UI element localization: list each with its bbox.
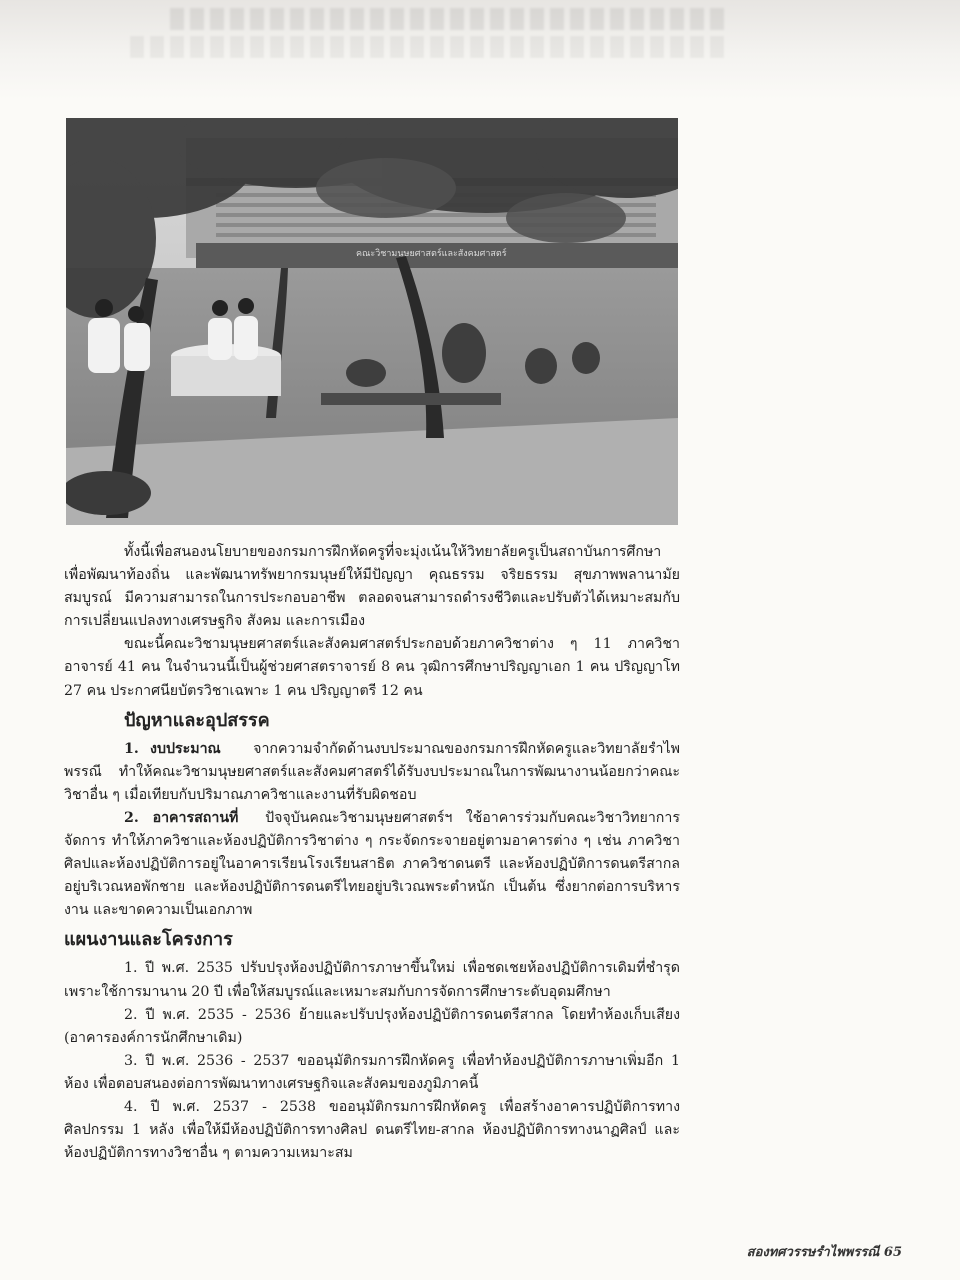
- plan-item: 1. ปี พ.ศ. 2535 ปรับปรุงห้องปฏิบัติการภาษาขึ้นใหม่ เพื่อชดเชยห้องปฏิบัติการเดิมที่ชำรุดเพราะใช้การมานาน 20 ปี เพื่อให้สมบูรณ์และเหมาะสมกับการจัดการศึกษาระดับอุดมศึกษา: [64, 960, 680, 1000]
- campus-photo: [66, 118, 678, 525]
- problem-item-text: ปัจจุบันคณะวิชามนุษยศาสตร์ฯ ใช้อาคารร่วมกับคณะวิชาวิทยาการจัดการ ทำให้ภาควิชาและห้องปฏิบัติการวิชาต่าง ๆ กระจัดกระจายอยู่ตามอาคารต่าง ๆ เช่น ภาควิชาศิลปและห้องปฏิบัติการอยู่ในอาคารเรียนโรงเรียนสาธิต ภาควิชาดนตรี และห้องปฏิบัติการดนตรีสากลอยู่บริเวณหอพักชาย และห้องปฏิบัติการดนตรีไทยอยู่บริเวณพระตำหนัก เป็นต้น ซึ่งยากต่อการบริหารงาน และขาดความเป็นเอกภาพ: [64, 809, 680, 919]
- page-footer: สองทศวรรษรำไพพรรณี 65: [746, 1245, 902, 1260]
- article-body: [64, 541, 680, 1165]
- problem-item-buildings: [64, 807, 680, 922]
- problem-item-text: จากความจำกัดด้านงบประมาณของกรมการฝึกหัดครูและวิทยาลัยรำไพพรรณี ทำให้คณะวิชามนุษยศาสตร์และสังคมศาสตร์ได้รับงบประมาณในการพัฒนางานน้อยกว่าคณะวิชาอื่น ๆ เมื่อเทียบกับปริมาณภาควิชาและงานที่รับผิดชอบ: [64, 740, 681, 803]
- paragraph-faculty-summary: ขณะนี้คณะวิชามนุษยศาสตร์และสังคมศาสตร์ประกอบด้วยภาควิชาต่าง ๆ 11 ภาควิชา อาจารย์ 41 คน ในจำนวนนี้เป็นผู้ช่วยศาสตราจารย์ 8 คน วุฒิการศึกษาปริญญาเอก 1 คน ปริญญาโท 27 คน ประกาศนียบัตรวิชาเฉพาะ 1 คน ปริญญาตรี 12 คน: [64, 636, 680, 699]
- plan-item: 2. ปี พ.ศ. 2535 - 2536 ย้ายและปรับปรุงห้องปฏิบัติการดนตรีสากล โดยทำห้องเก็บเสียง (อาคารองค์การนักศึกษาเดิม): [64, 1006, 680, 1046]
- plan-item: 4. ปี พ.ศ. 2537 - 2538 ขออนุมัติกรมการฝึกหัดครู เพื่อสร้างอาคารปฏิบัติการทางศิลปกรรม 1 หลัง เพื่อให้มีห้องปฏิบัติการทางศิลป ดนตรีไทย-สากล ห้องปฏิบัติการทางนาฏศิลป์ และห้องปฏิบัติการทางวิชาอื่น ๆ ตามความเหมาะสม: [64, 1098, 680, 1162]
- problem-item-budget: [64, 738, 680, 807]
- paragraph-intro: ทั้งนี้เพื่อสนองนโยบายของกรมการฝึกหัดครูที่จะมุ่งเน้นให้วิทยาลัยครูเป็นสถาบันการศึกษาเพื่อพัฒนาท้องถิ่น และพัฒนาทรัพยากรมนุษย์ให้มีปัญญา คุณธรรม จริยธรรม สุขภาพพลานามัยสมบูรณ์ มีความสามารถในการประกอบอาชีพ ตลอดจนสามารถดำรงชีวิตและปรับตัวได้เหมาะสมกับการเปลี่ยนแปลงทางเศรษฐกิจ สังคม และการเมือง: [64, 544, 680, 630]
- problem-item-label: 1. งบประมาณ: [124, 740, 221, 757]
- campus-photo-drawing: [66, 118, 678, 525]
- building-sign: คณะวิชามนุษยศาสตร์และสังคมศาสตร์: [356, 249, 507, 259]
- problem-item-label: 2. อาคารสถานที่: [124, 809, 239, 826]
- heading-plans: แผนงานและโครงการ: [64, 929, 233, 951]
- heading-problems: ปัญหาและอุปสรรค: [124, 709, 270, 731]
- bleed-through-text: [130, 36, 730, 58]
- plan-item: 3. ปี พ.ศ. 2536 - 2537 ขออนุมัติกรมการฝึกหัดครู เพื่อทำห้องปฏิบัติการภาษาเพิ่มอีก 1 ห้อง เพื่อตอบสนองต่อการพัฒนาทางเศรษฐกิจและสังคมของภูมิภาคนี้: [64, 1052, 680, 1092]
- top-bleed-through: [0, 0, 960, 100]
- bleed-through-text: [170, 8, 730, 30]
